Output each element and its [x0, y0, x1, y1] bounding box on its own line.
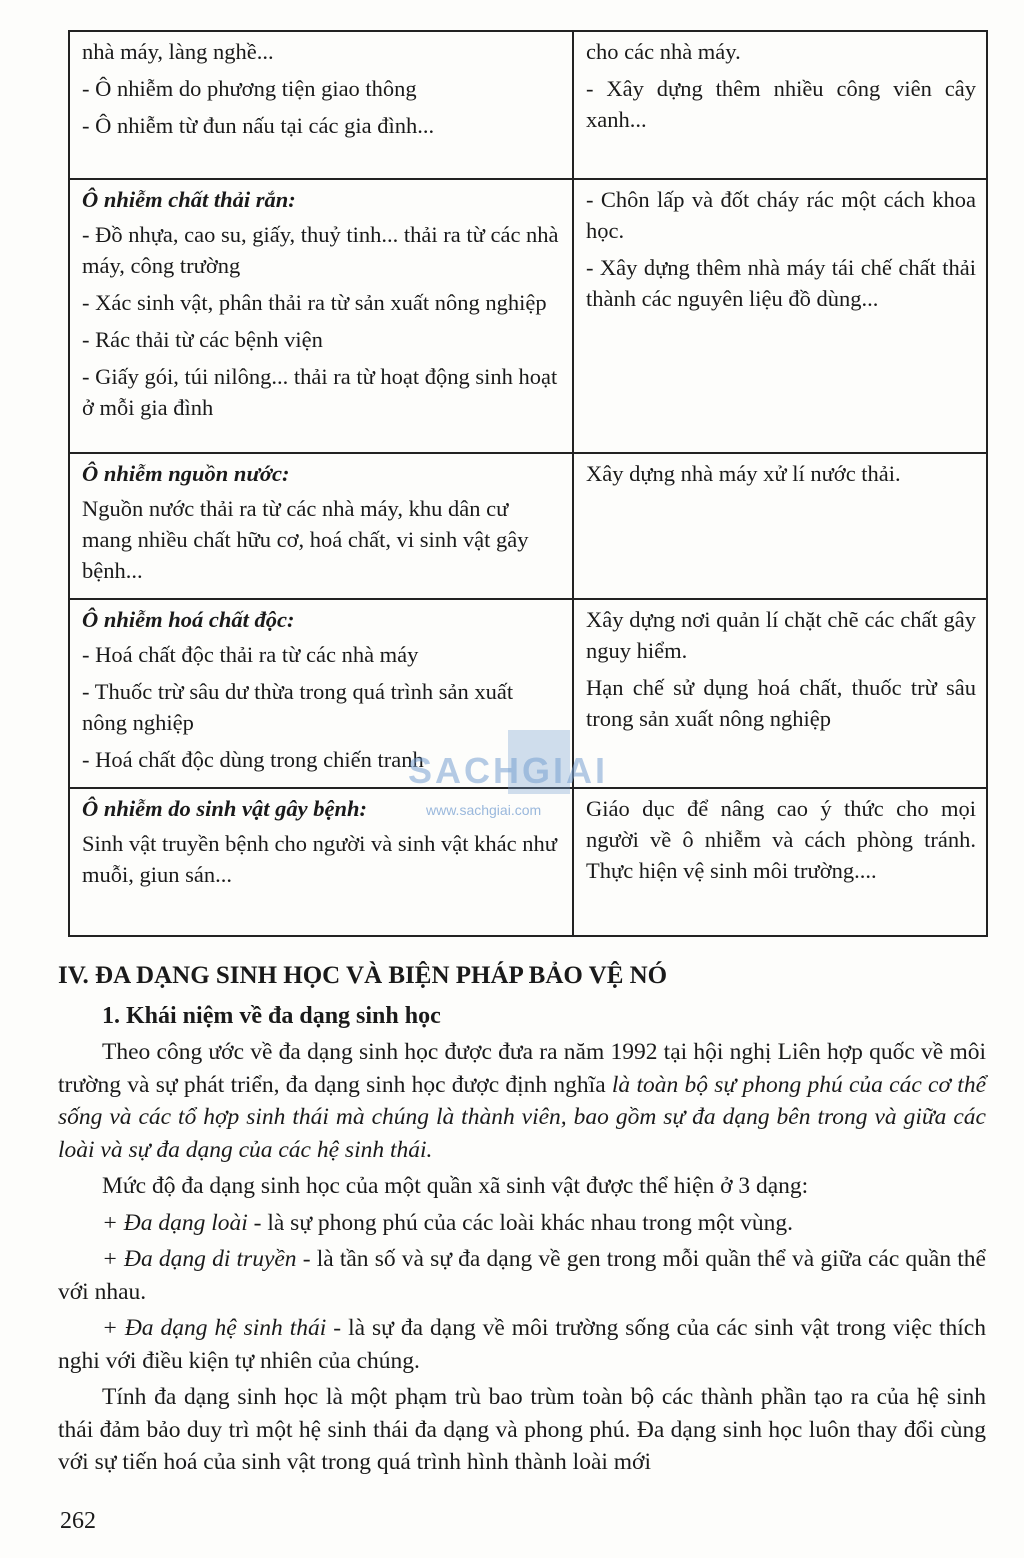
pollution-type-cell	[69, 599, 573, 788]
pollution-type-title: Ô nhiễm hoá chất độc:	[82, 607, 295, 632]
table-row	[69, 788, 987, 936]
cause-line: - Đồ nhựa, cao su, giấy, thuỷ tinh... thải ra từ các nhà máy, công trường	[82, 222, 559, 278]
ecosystem-text: - là sự đa dạng về môi trường sống của các sinh vật trong việc thích nghi với điều kiện tự nhiên của chúng.	[58, 1315, 986, 1374]
pollution-table	[68, 30, 988, 937]
term-ecosystem: + Đa dạng hệ sinh thái	[102, 1315, 327, 1341]
paragraph-ecosystem-diversity	[58, 1312, 986, 1377]
paragraph-species-diversity	[58, 1207, 986, 1240]
pollution-type-cell	[69, 788, 573, 936]
section-heading: IV. ĐA DẠNG SINH HỌC VÀ BIỆN PHÁP BẢO VỆ NÓ	[58, 962, 668, 989]
pollution-type-cell	[69, 179, 573, 453]
page-number: 262	[60, 1508, 96, 1534]
cause-line: Sinh vật truyền bệnh cho người và sinh vật khác như muỗi, giun sán...	[82, 831, 557, 887]
cause-line: - Rác thải từ các bệnh viện	[82, 327, 323, 352]
definition-text: Theo công ước về đa dạng sinh học được đưa ra năm 1992 tại hội nghị Liên hợp quốc về môi trường và sự phát triển, đa dạng sinh học được định nghĩa	[58, 1039, 986, 1098]
paragraph-definition	[58, 1036, 986, 1166]
species-text: - là sự phong phú của các loài khác nhau trong một vùng.	[247, 1209, 794, 1236]
pollution-type-cell	[69, 31, 573, 179]
watermark-brand: SACHGIAI	[408, 750, 609, 791]
table-row	[69, 453, 987, 599]
cause-line: - Ô nhiễm từ đun nấu tại các gia đình...	[82, 113, 435, 138]
measure-line: Hạn chế sử dụng hoá chất, thuốc trừ sâu trong sản xuất nông nghiệp	[586, 675, 976, 731]
cause-line: - Xác sinh vật, phân thải ra từ sản xuất nông nghiệp	[82, 290, 547, 315]
section-biodiversity	[58, 956, 986, 1483]
term-genetic: + Đa dạng di truyền	[102, 1246, 297, 1272]
cause-line: - Thuốc trừ sâu dư thừa trong quá trình sản xuất nông nghiệp	[82, 679, 514, 735]
measure-line: Giáo dục để nâng cao ý thức cho mọi người về ô nhiễm và cách phòng tránh. Thực hiện vệ sinh môi trường....	[586, 796, 976, 883]
measure-cell	[573, 453, 987, 599]
measure-line: - Xây dựng thêm nhiều công viên cây xanh...	[586, 76, 976, 132]
paragraph-levels: Mức độ đa dạng sinh học của một quần xã sinh vật được thể hiện ở 3 dạng:	[102, 1173, 809, 1199]
cause-line: Nguồn nước thải ra từ các nhà máy, khu dân cư mang nhiều chất hữu cơ, hoá chất, vi sinh vật gây bệnh...	[82, 496, 529, 583]
table-row	[69, 179, 987, 453]
measure-line: cho các nhà máy.	[586, 39, 741, 64]
watermark-url: www.sachgiai.com	[426, 802, 542, 818]
definition-italic: là toàn bộ sự phong phú của các cơ thể sống và các tổ hợp sinh thái mà chúng là thành viên, bao gồm sự đa dạng bên trong và giữa các loài và sự đa dạng của các hệ sinh thái.	[58, 1071, 986, 1163]
measure-cell	[573, 31, 987, 179]
paragraph-scope: Tính đa dạng sinh học là một phạm trù bao trùm toàn bộ các thành phần tạo ra của hệ sinh thái đảm bảo duy trì một hệ sinh thái đa dạng và phong phú. Đa dạng sinh học luôn thay đổi cùng với sự tiến hoá của sinh vật trong quá trình hình thành loài mới	[58, 1384, 986, 1475]
cause-line: - Ô nhiễm do phương tiện giao thông	[82, 76, 417, 101]
cause-line: - Hoá chất độc thải ra từ các nhà máy	[82, 642, 419, 667]
pollution-type-title: Ô nhiễm do sinh vật gây bệnh:	[82, 796, 368, 821]
pollution-type-cell	[69, 453, 573, 599]
cause-line: nhà máy, làng nghề...	[82, 39, 274, 64]
table-row	[69, 31, 987, 179]
genetic-text: - là tần số và sự đa dạng về gen trong mỗi quần thể và giữa các quần thể với nhau.	[58, 1246, 986, 1305]
measure-line: - Xây dựng thêm nhà máy tái chế chất thải thành các nguyên liệu đồ dùng...	[586, 255, 976, 311]
cause-line: - Hoá chất độc dùng trong chiến tranh	[82, 747, 424, 772]
pollution-type-title: Ô nhiễm chất thải rắn:	[82, 187, 296, 212]
measure-line: Xây dựng nơi quản lí chặt chẽ các chất gây nguy hiểm.	[586, 607, 976, 663]
table-row	[69, 599, 987, 788]
section-subheading: 1. Khái niệm về đa dạng sinh học	[102, 1003, 441, 1029]
cause-line: - Giấy gói, túi nilông... thải ra từ hoạt động sinh hoạt ở mỗi gia đình	[82, 364, 558, 420]
measure-line: Xây dựng nhà máy xử lí nước thải.	[586, 461, 901, 486]
term-species: + Đa dạng loài	[102, 1209, 248, 1236]
measure-cell	[573, 599, 987, 788]
pollution-type-title: Ô nhiễm nguồn nước:	[82, 461, 290, 486]
paragraph-genetic-diversity	[58, 1243, 986, 1308]
measure-cell	[573, 788, 987, 936]
measure-line: - Chôn lấp và đốt cháy rác một cách khoa học.	[586, 187, 976, 243]
measure-cell	[573, 179, 987, 453]
